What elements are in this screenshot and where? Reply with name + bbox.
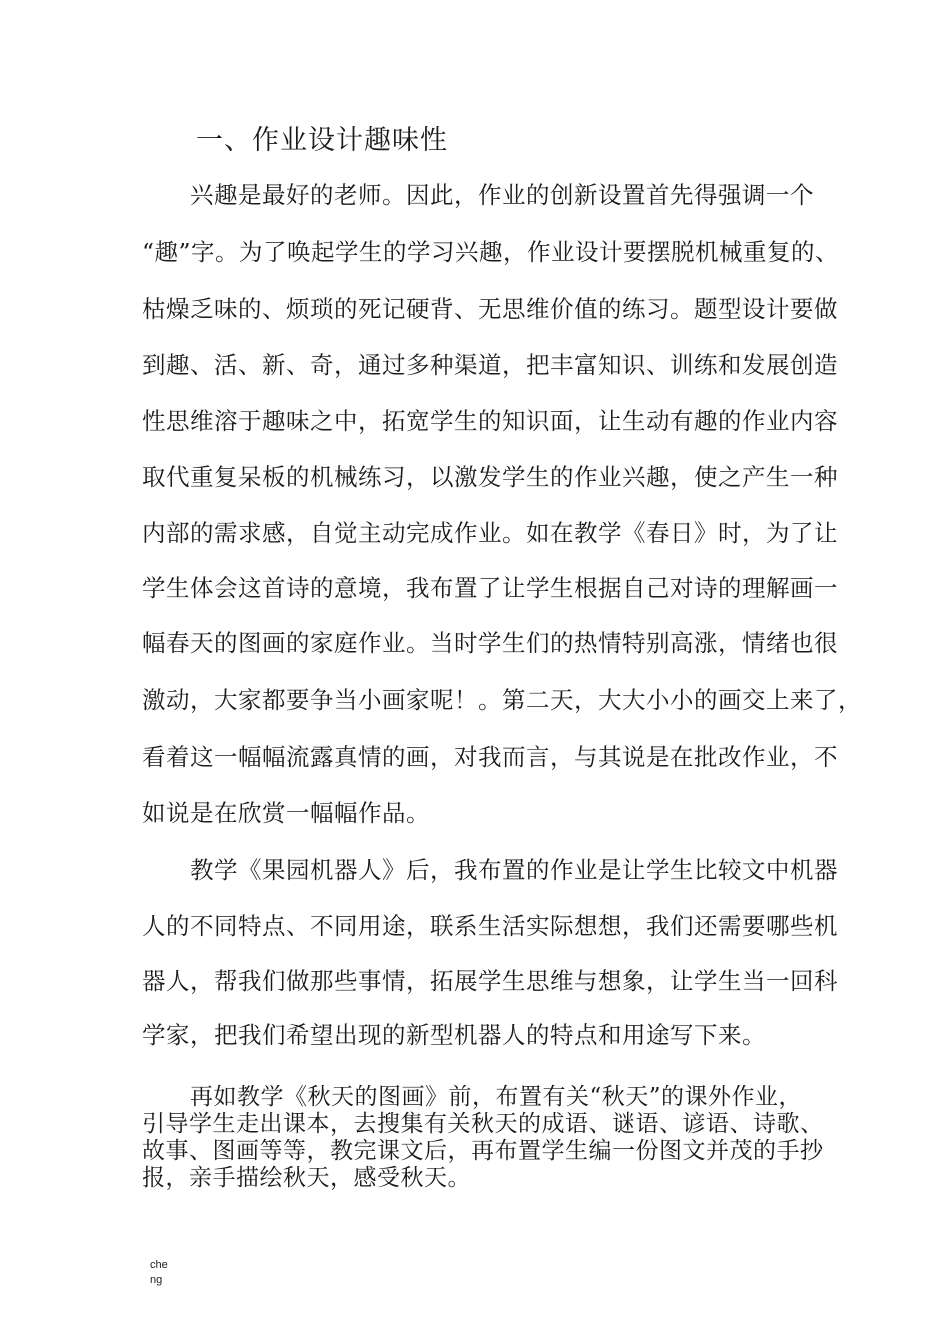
paragraph-2-line: 教学《果园机器人》后，我布置的作业是让学生比较文中机器 (190, 856, 838, 884)
paragraph-3-line: 故事、图画等等，教完课文后，再布置学生编一份图文并茂的手抄 (142, 1138, 824, 1164)
paragraph-1-line: 兴趣是最好的老师。因此，作业的创新设置首先得强调一个 (190, 181, 814, 209)
paragraph-3-line: 引导学生走出课本，去搜集有关秋天的成语、谜语、谚语、诗歌、 (142, 1111, 824, 1137)
paragraph-1-line: 枯燥乏味的、烦琐的死记硬背、无思维价值的练习。题型设计要做 (142, 295, 838, 323)
footer-text (150, 1258, 168, 1288)
paragraph-3-line: 再如教学《秋天的图画》前，布置有关“秋天”的课外作业， (190, 1084, 803, 1110)
footer-line: che (150, 1259, 168, 1271)
paragraph-1-line: 激动，大家都要争当小画家呢！。第二天，大大小小的画交上来了， (142, 686, 862, 714)
paragraph-1-line: 到趣、活、新、奇，通过多种渠道，把丰富知识、训练和发展创造 (142, 351, 838, 379)
paragraph-1-line: 内部的需求感，自觉主动完成作业。如在教学《春日》时，为了让 (142, 519, 838, 547)
paragraph-1-line: “趣”字。为了唤起学生的学习兴趣，作业设计要摆脱机械重复的、 (142, 238, 840, 266)
footer-line: ng (150, 1274, 163, 1286)
paragraph-1-line: 性思维溶于趣味之中，拓宽学生的知识面，让生动有趣的作业内容 (142, 407, 838, 435)
paragraph-1-line: 幅春天的图画的家庭作业。当时学生们的热情特别高涨，情绪也很 (142, 629, 838, 657)
paragraph-1-line: 学生体会这首诗的意境，我布置了让学生根据自己对诗的理解画一 (142, 574, 838, 602)
paragraph-1-line: 取代重复呆板的机械练习，以激发学生的作业兴趣，使之产生一种 (142, 463, 838, 491)
paragraph-2-line: 人的不同特点、不同用途，联系生活实际想想，我们还需要哪些机 (142, 912, 838, 940)
paragraph-1-line: 如说是在欣赏一幅幅作品。 (142, 799, 430, 827)
paragraph-1-line: 看着这一幅幅流露真情的画，对我而言，与其说是在批改作业，不 (142, 743, 838, 771)
paragraph-2-line: 器人，帮我们做那些事情，拓展学生思维与想象，让学生当一回科 (142, 967, 838, 995)
section-heading: 一、作业设计趣味性 (196, 125, 448, 156)
paragraph-3-line: 报，亲手描绘秋天，感受秋天。 (142, 1165, 471, 1191)
paragraph-2-line: 学家，把我们希望出现的新型机器人的特点和用途写下来。 (142, 1021, 766, 1049)
